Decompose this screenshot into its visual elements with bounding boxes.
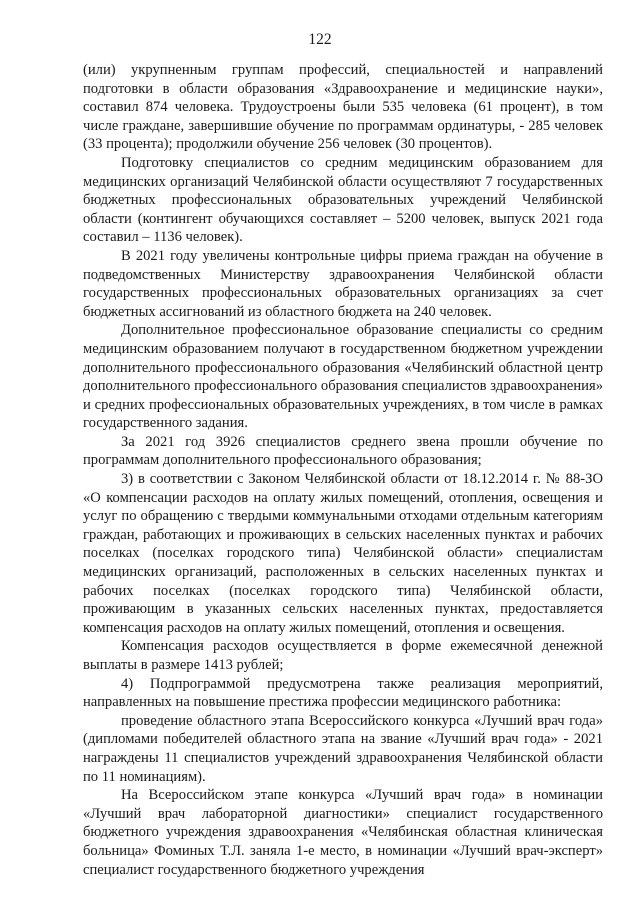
page-number: 122 — [308, 31, 332, 48]
paragraph-national-contest: На Всероссийском этапе конкурса «Лучший врач года» в номинации «Лучший врач лабораторной диагностики» специалист государственного бюджетного учреждения здравоохранения «Челябинская областная клиническая больница» Фоминых Т.Л. заняла 1-е место, в номинации «Лучший врач-эксперт» специалист государственного бюджетного учреждения — [83, 787, 603, 878]
paragraph-graduates-employment: (или) укрупненным группам профессий, специальностей и направлений подготовки в области образования «Здравоохранение и медицинские науки», составил 874 человека. Трудоустроены были 535 человека (61 процент), в том числе граждане, завершившие обучение по программам ординатуры, - 285 человек (33 процента); продолжили обучение 256 человек (30 процентов). — [83, 62, 603, 153]
paragraph-compensation-amount: Компенсация расходов осуществляется в форме ежемесячной денежной выплаты в размере 1413 рублей; — [83, 638, 603, 673]
paragraph-additional-education: Дополнительное профессиональное образование специалисты со средним медицинским образованием получают в государственном бюджетном учреждении дополнительного профессионального образования «Челябинский областной центр дополнительного профессионального образования специалистов здравоохранения» и средних профессиональных образовательных учреждениях, в том числе в рамках государственного задания. — [83, 322, 603, 432]
paragraph-regional-contest: проведение областного этапа Всероссийского конкурса «Лучший врач года» (дипломами победителей областного этапа на звание «Лучший врач года» - 2021 награждены 11 специалистов учреждений здравоохранения Челябинской области по 11 номинациям). — [83, 712, 603, 785]
paragraph-prestige-measures: 4) Подпрограммой предусмотрена также реализация мероприятий, направленных на повышение престижа профессии медицинского работника: — [83, 675, 603, 711]
paragraph-secondary-training: Подготовку специалистов со средним медицинским образованием для медицинских организаций Челябинской области осуществляют 7 государственных бюджетных профессиональных образовательных учреждений Челябинской области (контингент обучающихся составляет – 5200 человек, выпуск 2021 года составил – 1136 человек). — [83, 154, 603, 246]
paragraph-compensation-law: 3) в соответствии с Законом Челябинской области от 18.12.2014 г. № 88-ЗО «О компенсации расходов на оплату жилых помещений, отопления, освещения и услуг по обращению с твердыми коммунальными отходами отдельным категориям граждан, работающих и проживающих в сельских населенных пунктах и рабочих поселках (поселках городского типа) Челябинской области» специалистам медицинских организаций, расположенных в сельских населенных пунктах и рабочих поселках (поселках городского типа) Челябинской области, проживающим в указанных сельских населенных пунктах, предоставляется компенсация расходов на оплату жилых помещений, отопления и освещения. — [83, 471, 603, 636]
paragraph-admission-targets: В 2021 году увеличены контрольные цифры приема граждан на обучение в подведомственных Министерству здравоохранения Челябинской области государственных профессиональных образовательных организациях за счет бюджетных ассигнований из областного бюджета на 240 человек. — [83, 247, 603, 320]
paragraph-trained-specialists: За 2021 год 3926 специалистов среднего звена прошли обучение по программам дополнительного профессионального образования; — [83, 433, 603, 469]
document-body — [83, 61, 603, 879]
